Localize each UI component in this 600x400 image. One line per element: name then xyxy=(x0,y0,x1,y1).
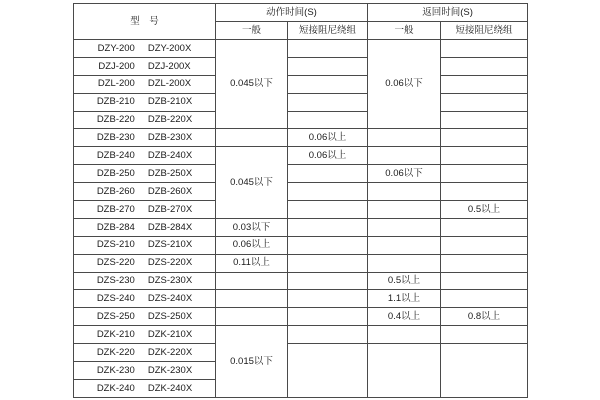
model-cell xyxy=(74,165,216,183)
value-cell-action-general: 0.03以下 xyxy=(216,218,288,236)
header-action-time: 动作时间(S) xyxy=(216,4,368,22)
value-cell-action-general xyxy=(216,129,288,147)
table-row xyxy=(74,344,528,362)
model-cell xyxy=(74,129,216,147)
value-cell-return-damped xyxy=(441,290,528,308)
value-cell-return-damped xyxy=(441,129,528,147)
value-cell-action-general: 0.045以下 xyxy=(216,40,288,129)
model-label: DZS-250 xyxy=(96,311,135,323)
model-label: DZK-230 xyxy=(96,364,135,376)
model-label: DZJ-200 xyxy=(98,60,135,72)
model-label: DZB-270X xyxy=(147,203,193,215)
model-cell xyxy=(74,75,216,93)
model-cell xyxy=(74,254,216,272)
table-header xyxy=(74,4,528,40)
table-row xyxy=(74,93,528,111)
value-cell-action-damped xyxy=(288,40,368,58)
table-row xyxy=(74,129,528,147)
value-cell-return-damped xyxy=(441,272,528,290)
value-cell-action-general xyxy=(216,290,288,308)
model-cell xyxy=(74,111,216,129)
model-label: DZL-200X xyxy=(147,78,192,90)
model-label: DZS-210 xyxy=(96,239,135,251)
table-row xyxy=(74,111,528,129)
value-cell-action-damped xyxy=(288,201,368,219)
value-cell-return-general xyxy=(368,236,441,254)
model-cell xyxy=(74,93,216,111)
value-cell-return-damped xyxy=(441,218,528,236)
model-cell xyxy=(74,326,216,344)
value-cell-action-damped xyxy=(288,183,368,201)
model-cell xyxy=(74,362,216,380)
model-cell xyxy=(74,183,216,201)
value-cell-return-general xyxy=(368,218,441,236)
table-row xyxy=(74,236,528,254)
model-label: DZB-220 xyxy=(96,114,135,126)
value-cell-return-general xyxy=(368,129,441,147)
table-row xyxy=(74,165,528,183)
value-cell-action-damped xyxy=(288,344,368,398)
value-cell-action-damped xyxy=(288,75,368,93)
model-label: DZS-210X xyxy=(147,239,193,251)
table-row xyxy=(74,218,528,236)
table-row xyxy=(74,290,528,308)
model-cell xyxy=(74,290,216,308)
table-row xyxy=(74,254,528,272)
value-cell-return-general xyxy=(368,183,441,201)
value-cell-action-general: 0.11以上 xyxy=(216,254,288,272)
model-label: DZK-230X xyxy=(147,364,193,376)
value-cell-action-damped xyxy=(288,57,368,75)
model-cell xyxy=(74,272,216,290)
model-label: DZB-230 xyxy=(96,132,135,144)
value-cell-return-damped xyxy=(441,326,528,344)
table-row xyxy=(74,183,528,201)
model-label: DZS-220 xyxy=(96,257,135,269)
value-cell-action-damped xyxy=(288,165,368,183)
header-action-damped-winding: 短接阻尼绕组 xyxy=(288,22,368,40)
table-row xyxy=(74,326,528,344)
value-cell-return-damped xyxy=(441,183,528,201)
model-label: DZB-284X xyxy=(147,221,193,233)
value-cell-action-damped xyxy=(288,272,368,290)
model-label: DZK-220X xyxy=(147,346,193,358)
model-label: DZB-260 xyxy=(96,185,135,197)
value-cell-return-damped xyxy=(441,165,528,183)
header-model: 型 号 xyxy=(74,4,216,40)
model-cell xyxy=(74,147,216,165)
model-label: DZB-260X xyxy=(147,185,193,197)
model-cell xyxy=(74,201,216,219)
value-cell-return-general xyxy=(368,147,441,165)
table-row xyxy=(74,308,528,326)
value-cell-return-general xyxy=(368,326,441,344)
model-label: DZK-210X xyxy=(147,328,193,340)
value-cell-action-damped xyxy=(288,218,368,236)
table-row xyxy=(74,201,528,219)
model-label: DZS-220X xyxy=(147,257,193,269)
model-cell xyxy=(74,236,216,254)
value-cell-return-general: 1.1以上 xyxy=(368,290,441,308)
value-cell-return-damped xyxy=(441,254,528,272)
model-label: DZB-210 xyxy=(96,96,135,108)
value-cell-action-damped xyxy=(288,326,368,344)
value-cell-action-general xyxy=(216,308,288,326)
model-cell xyxy=(74,40,216,58)
header-action-general: 一般 xyxy=(216,22,288,40)
model-label: DZB-250X xyxy=(147,167,193,179)
value-cell-return-general: 0.5以上 xyxy=(368,272,441,290)
model-label: DZS-230 xyxy=(96,275,135,287)
model-cell xyxy=(74,344,216,362)
model-label: DZB-240X xyxy=(147,150,193,162)
model-label: DZB-270 xyxy=(96,203,135,215)
model-label: DZS-230X xyxy=(147,275,193,287)
value-cell-return-damped: 0.5以上 xyxy=(441,201,528,219)
header-return-general: 一般 xyxy=(368,22,441,40)
value-cell-return-damped xyxy=(441,236,528,254)
table-row xyxy=(74,75,528,93)
model-label: DZK-220 xyxy=(96,346,135,358)
table-row xyxy=(74,272,528,290)
model-label: DZL-200 xyxy=(97,78,135,90)
model-label: DZB-230X xyxy=(147,132,193,144)
table-row xyxy=(74,147,528,165)
value-cell-return-general: 0.4以上 xyxy=(368,308,441,326)
value-cell-action-general: 0.06以上 xyxy=(216,236,288,254)
value-cell-action-general: 0.045以下 xyxy=(216,147,288,219)
model-label: DZK-240X xyxy=(147,382,193,394)
value-cell-action-damped: 0.06以上 xyxy=(288,147,368,165)
relay-timing-table xyxy=(73,3,528,398)
value-cell-action-damped xyxy=(288,93,368,111)
value-cell-action-damped xyxy=(288,236,368,254)
model-label: DZB-240 xyxy=(96,150,135,162)
model-label: DZY-200X xyxy=(147,42,192,54)
header-return-damped-winding: 短接阻尼绕组 xyxy=(441,22,528,40)
value-cell-action-damped xyxy=(288,290,368,308)
value-cell-return-damped xyxy=(441,40,528,58)
table-row xyxy=(74,57,528,75)
model-label: DZB-220X xyxy=(147,114,193,126)
model-label: DZB-284 xyxy=(96,221,135,233)
value-cell-action-damped xyxy=(288,308,368,326)
value-cell-return-general xyxy=(368,254,441,272)
table-row xyxy=(74,40,528,58)
header-row-groups xyxy=(74,4,528,22)
model-cell xyxy=(74,308,216,326)
model-label: DZB-210X xyxy=(147,96,193,108)
value-cell-return-damped xyxy=(441,57,528,75)
value-cell-return-general xyxy=(368,344,441,398)
header-return-time: 返回时间(S) xyxy=(368,4,528,22)
model-label: DZS-250X xyxy=(147,311,193,323)
value-cell-return-general: 0.06以下 xyxy=(368,165,441,183)
model-cell xyxy=(74,218,216,236)
value-cell-return-damped: 0.8以上 xyxy=(441,308,528,326)
model-label: DZB-250 xyxy=(96,167,135,179)
model-label: DZK-210 xyxy=(96,328,135,340)
model-label: DZK-240 xyxy=(96,382,135,394)
value-cell-return-general xyxy=(368,201,441,219)
value-cell-return-damped xyxy=(441,344,528,398)
value-cell-return-damped xyxy=(441,93,528,111)
model-label: DZS-240X xyxy=(147,293,193,305)
table-body xyxy=(74,40,528,398)
value-cell-return-damped xyxy=(441,147,528,165)
value-cell-return-damped xyxy=(441,111,528,129)
value-cell-action-damped xyxy=(288,254,368,272)
model-label: DZY-200 xyxy=(97,42,135,54)
value-cell-action-damped xyxy=(288,111,368,129)
value-cell-action-damped: 0.06以上 xyxy=(288,129,368,147)
model-label: DZS-240 xyxy=(96,293,135,305)
value-cell-action-general xyxy=(216,272,288,290)
value-cell-return-damped xyxy=(441,75,528,93)
model-cell xyxy=(74,57,216,75)
value-cell-return-general: 0.06以下 xyxy=(368,40,441,129)
value-cell-action-general: 0.015以下 xyxy=(216,326,288,398)
model-cell xyxy=(74,379,216,397)
model-label: DZJ-200X xyxy=(147,60,191,72)
